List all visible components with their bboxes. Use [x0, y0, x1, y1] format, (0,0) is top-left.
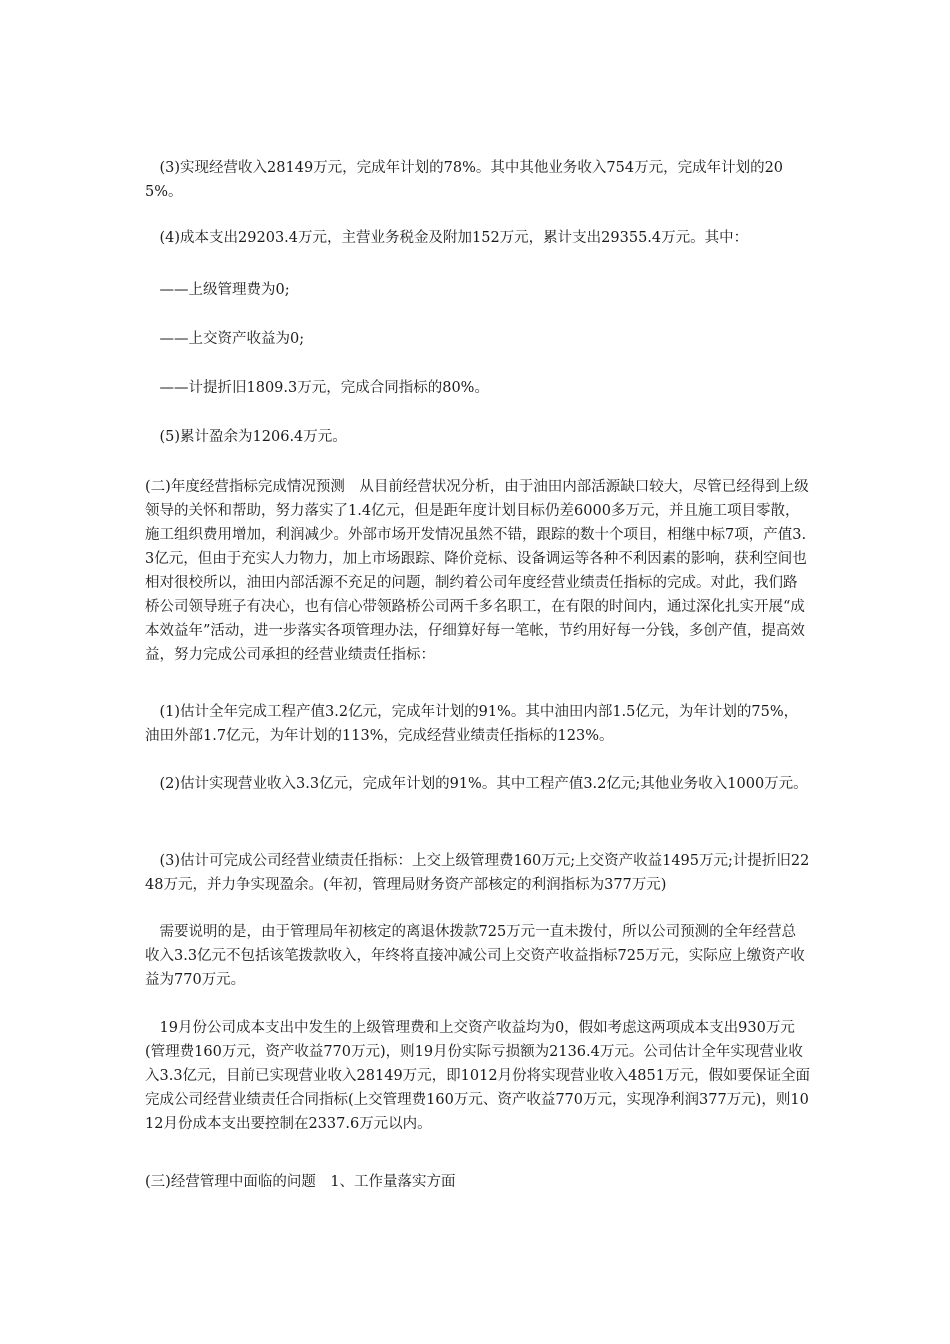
- paragraph-item-5: (5)累计盈余为1206.4万元。: [159, 429, 347, 445]
- explanation-note: 需要说明的是，由于管理局年初核定的离退休拨款725万元一直未拨付，所以公司预测的全年经营总收入3.3亿元不包括该笔拨款收入，年终将直接冲减公司上交资产收益指标725万元，实际应上缴资产收益为770万元。: [145, 924, 805, 988]
- dash-item-depreciation: ——计提折旧1809.3万元，完成合同指标的80%。: [159, 380, 489, 396]
- paragraph-item-3: (3)实现经营收入28149万元，完成年计划的78%。其中其他业务收入754万元，完成年计划的205%。: [145, 160, 784, 200]
- paragraph-item-4: (4)成本支出29203.4万元，主营业务税金及附加152万元，累计支出29355.4万元。其中：: [159, 230, 749, 246]
- monthly-analysis: 19月份公司成本支出中发生的上级管理费和上交资产收益均为0，假如考虑这两项成本支出930万元(管理费160万元，资产收益770万元)，则19月份实际亏损额为2136.4万元。公司估计全年实现营业收入3.3亿元，目前已实现营业收入28149万元，即1012月份将实现营业收入4851万元，假如要保证全面完成公司经营业绩责任合同指标(上交管理费160万元、资产收益770万元，实现净利润377万元)，则1012月份成本支出要控制在2337.6万元以内。: [145, 1020, 810, 1132]
- section-3-issues: (三)经营管理中面临的问题 1、工作量落实方面: [145, 1174, 456, 1190]
- section-2-forecast: (二)年度经营指标完成情况预测 从目前经营状况分析，由于油田内部活源缺口较大，尽管已经得到上级领导的关怀和帮助，努力落实了1.4亿元，但是距年度计划目标仍差6000多万元，并且施工项目零散，施工组织费用增加，利润减少。外部市场开发情况虽然不错，跟踪的数十个项目，相继中标7项，产值3.3亿元，但由于充实人力物力，加上市场跟踪、降价竞标、设备调运等各种不利因素的影响，获利空间也相对很校所以，油田内部活源不充足的问题，制约着公司年度经营业绩责任指标的完成。对此，我们路桥公司领导班子有决心，也有信心带领路桥公司两千多名职工，在有限的时间内，通过深化扎实开展“成本效益年”活动，进一步落实各项管理办法，仔细算好每一笔帐，节约用好每一分钱，多创产值，提高效益，努力完成公司承担的经营业绩责任指标：: [145, 479, 809, 663]
- estimate-item-3: (3)估计可完成公司经营业绩责任指标：上交上级管理费160万元;上交资产收益1495万元;计提折旧2248万元，并力争实现盈余。(年初，管理局财务资产部核定的利润指标为377万元): [145, 853, 810, 893]
- estimate-item-1: (1)估计全年完成工程产值3.2亿元，完成年计划的91%。其中油田内部1.5亿元，为年计划的75%，油田外部1.7亿元，为年计划的113%，完成经营业绩责任指标的123%。: [145, 704, 799, 744]
- dash-item-asset-income: ——上交资产收益为0;: [159, 331, 305, 347]
- dash-item-management-fee: ——上级管理费为0;: [159, 282, 290, 298]
- estimate-item-2: (2)估计实现营业收入3.3亿元，完成年计划的91%。其中工程产值3.2亿元;其他业务收入1000万元。: [159, 776, 808, 792]
